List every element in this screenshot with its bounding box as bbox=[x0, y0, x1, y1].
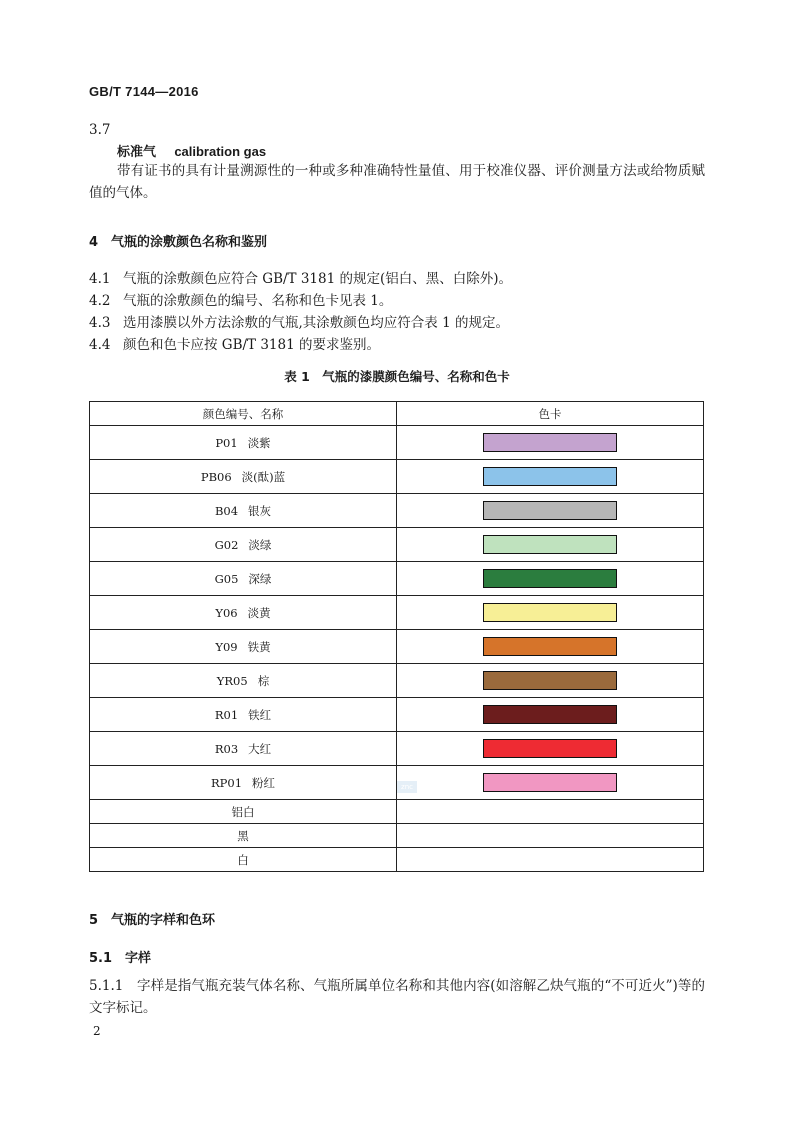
empty-swatch-cell bbox=[397, 824, 704, 848]
table-row bbox=[90, 630, 704, 664]
clause-text: 颜色和色卡应按 GB/T 3181 的要求鉴别。 bbox=[123, 337, 380, 353]
swatch-cell bbox=[397, 426, 704, 460]
swatch-cell bbox=[397, 460, 704, 494]
table-row bbox=[90, 528, 704, 562]
color-label-cell bbox=[90, 596, 397, 630]
empty-swatch-cell bbox=[397, 800, 704, 824]
color-swatch bbox=[483, 535, 617, 554]
table-row bbox=[90, 596, 704, 630]
empty-swatch-cell bbox=[397, 848, 704, 872]
swatch-cell bbox=[397, 494, 704, 528]
color-label-cell bbox=[90, 426, 397, 460]
color-code: Y09 bbox=[215, 639, 238, 654]
column-header-name: 颜色编号、名称 bbox=[90, 402, 397, 426]
color-name-cell: 白 bbox=[90, 848, 397, 872]
color-name-cell: 黑 bbox=[90, 824, 397, 848]
table-row bbox=[90, 824, 704, 848]
page-number: 2 bbox=[93, 1024, 101, 1038]
table-row bbox=[90, 426, 704, 460]
table-header-row bbox=[90, 402, 704, 426]
term-number: 3.7 bbox=[89, 122, 111, 138]
swatch-cell bbox=[397, 766, 704, 800]
clause-text: 选用漆膜以外方法涂敷的气瓶,其涂敷颜色均应符合表 1 的规定。 bbox=[123, 315, 509, 331]
color-name: 淡黄 bbox=[247, 605, 271, 620]
swatch-cell bbox=[397, 732, 704, 766]
color-name: 铁黄 bbox=[247, 639, 271, 654]
color-label-cell bbox=[90, 528, 397, 562]
color-code: P01 bbox=[215, 435, 238, 450]
color-name: 铁红 bbox=[248, 707, 272, 722]
color-swatch bbox=[483, 433, 617, 452]
color-swatch bbox=[483, 569, 617, 588]
color-name: 棕 bbox=[257, 673, 270, 688]
color-code: G02 bbox=[214, 537, 239, 552]
color-code: B04 bbox=[214, 503, 239, 518]
color-swatch bbox=[483, 501, 617, 520]
color-label-cell bbox=[90, 562, 397, 596]
term-definition: 带有证书的具有计量溯源性的一种或多种准确特性量值、用于校准仪器、评价测量方法或给物质赋值的气体。 bbox=[89, 163, 705, 201]
color-swatch bbox=[483, 739, 617, 758]
color-code: YR05 bbox=[216, 673, 248, 688]
color-swatch bbox=[483, 467, 617, 486]
color-name: 淡绿 bbox=[248, 537, 272, 552]
clause-4-2 bbox=[89, 291, 392, 311]
table-row bbox=[90, 732, 704, 766]
color-label-cell bbox=[90, 732, 397, 766]
swatch-cell bbox=[397, 562, 704, 596]
table-row bbox=[90, 460, 704, 494]
clause-number: 4.4 bbox=[89, 337, 111, 353]
table-row bbox=[90, 494, 704, 528]
swatch-cell bbox=[397, 528, 704, 562]
watermark: znc bbox=[397, 781, 417, 793]
color-swatch bbox=[483, 773, 617, 792]
color-code: G05 bbox=[214, 571, 239, 586]
color-label-cell bbox=[90, 460, 397, 494]
clause-number: 4.1 bbox=[89, 271, 111, 287]
color-name-cell: 铝白 bbox=[90, 800, 397, 824]
color-name: 淡(酞)蓝 bbox=[241, 469, 286, 484]
color-code: RP01 bbox=[210, 775, 243, 790]
swatch-cell bbox=[397, 630, 704, 664]
clause-text: 气瓶的涂敷颜色的编号、名称和色卡见表 1。 bbox=[123, 293, 393, 309]
clause-5-1-1: 5.1.1 字样是指气瓶充装气体名称、气瓶所属单位名称和其他内容(如溶解乙炔气瓶的“不可近火”)等的文字标记。 bbox=[89, 978, 705, 1016]
clause-text: 气瓶的涂敷颜色应符合 GB/T 3181 的规定(铝白、黑、白除外)。 bbox=[123, 271, 513, 287]
color-label-cell bbox=[90, 664, 397, 698]
color-swatch bbox=[483, 637, 617, 656]
table-1-caption: 表 1 气瓶的漆膜颜色编号、名称和色卡 bbox=[284, 369, 510, 384]
color-code: Y06 bbox=[215, 605, 238, 620]
color-name: 粉红 bbox=[252, 775, 276, 790]
clause-number: 4.2 bbox=[89, 293, 111, 309]
clause-number: 4.3 bbox=[89, 315, 111, 331]
section-5-heading: 5 气瓶的字样和色环 bbox=[89, 913, 216, 928]
color-swatch bbox=[483, 671, 617, 690]
color-name: 大红 bbox=[248, 741, 272, 756]
column-header-swatch: 色卡 bbox=[397, 402, 704, 426]
clause-4-1 bbox=[89, 269, 512, 289]
section-5-1-heading: 5.1 字样 bbox=[89, 951, 152, 966]
standard-code-header: GB/T 7144—2016 bbox=[89, 84, 199, 99]
clause-4-4 bbox=[89, 335, 380, 355]
swatch-cell bbox=[397, 698, 704, 732]
color-label-cell bbox=[90, 630, 397, 664]
color-label-cell bbox=[90, 494, 397, 528]
swatch-cell bbox=[397, 664, 704, 698]
term-title: 标准气 bbox=[117, 145, 157, 160]
term-english: calibration gas bbox=[174, 144, 267, 159]
table-row bbox=[90, 800, 704, 824]
table-row bbox=[90, 562, 704, 596]
color-label-cell bbox=[90, 766, 397, 800]
color-code: R01 bbox=[214, 707, 239, 722]
color-name: 淡紫 bbox=[247, 435, 271, 450]
swatch-cell bbox=[397, 596, 704, 630]
clause-4-3 bbox=[89, 313, 509, 333]
color-code: PB06 bbox=[200, 469, 232, 484]
table-row bbox=[90, 698, 704, 732]
section-4-heading: 4 气瓶的涂敷颜色名称和鉴别 bbox=[89, 235, 268, 250]
color-swatch bbox=[483, 603, 617, 622]
color-name: 银灰 bbox=[248, 503, 272, 518]
table-row bbox=[90, 664, 704, 698]
color-table bbox=[89, 401, 704, 872]
color-swatch bbox=[483, 705, 617, 724]
color-label-cell bbox=[90, 698, 397, 732]
table-row bbox=[90, 848, 704, 872]
color-name: 深绿 bbox=[248, 571, 272, 586]
color-code: R03 bbox=[214, 741, 239, 756]
